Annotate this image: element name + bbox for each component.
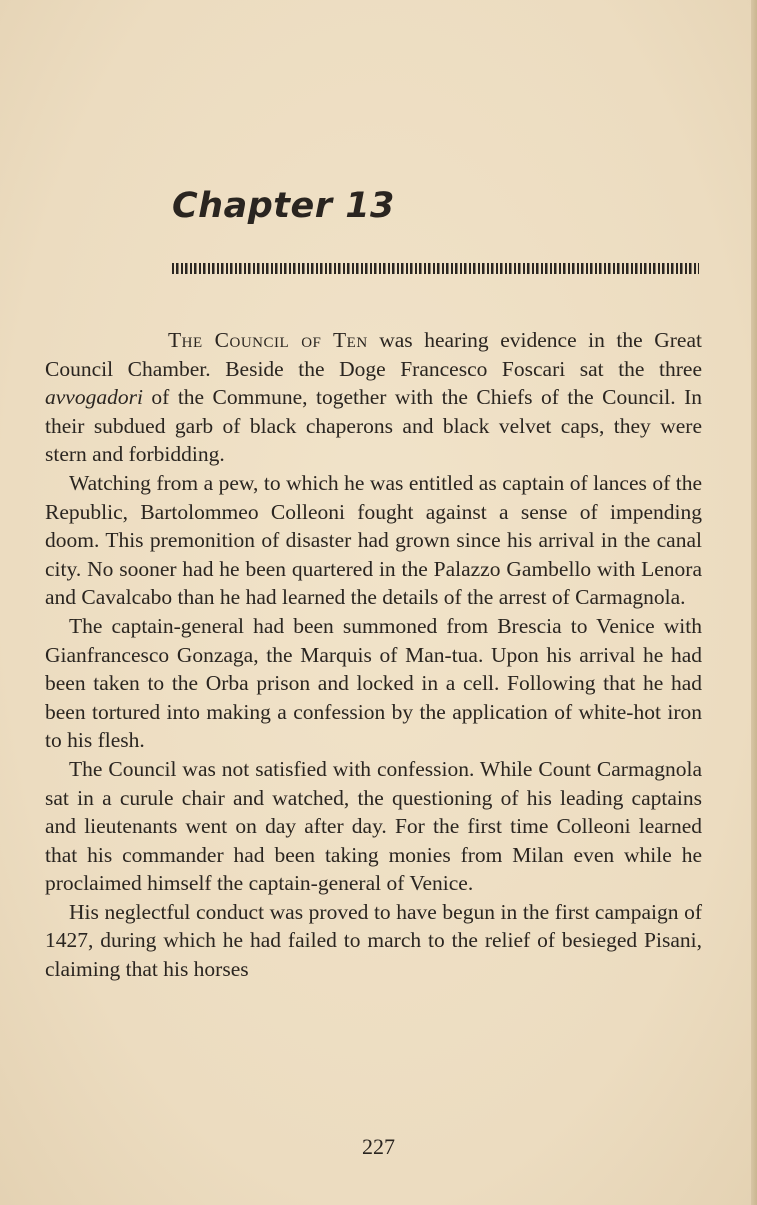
paragraph-1-emphasis: avvogadori <box>45 385 143 410</box>
page-edge <box>751 0 757 1205</box>
body-text <box>45 326 702 984</box>
decorative-rule <box>172 263 699 274</box>
paragraph-3: The captain-general had been summoned from Brescia to Venice with Gianfrancesco Gonzaga, the Marquis of Man-tua. Upon his arrival he had been taken to the Orba prison and locked in a cell. Following that he had been tortured into making a confession by the application of white-hot iron to his flesh. <box>45 613 702 753</box>
paragraph-1-text-after: of the Commune, together with the Chiefs of the Council. In their subdued garb of black chaperons and black velvet caps, they were stern and forbidding. <box>45 385 702 467</box>
paragraph-5: His neglectful conduct was proved to have begun in the first campaign of 1427, during which he had failed to march to the relief of besieged Pisani, claiming that his horses <box>45 899 702 982</box>
paragraph-1 <box>45 326 702 469</box>
chapter-title: Chapter 13 <box>172 186 395 226</box>
paragraph-1-text: was hearing evidence in the Great Council Chamber. Beside the Doge Francesco Foscari sat the three <box>45 328 702 381</box>
paragraph-4: The Council was not satisfied with confession. While Count Carmagnola sat in a curule chair and watched, the questioning of his leading captains and lieutenants went on day after day. For the first time Colleoni learned that his commander had been taking monies from Milan even while he proclaimed himself the captain-general of Venice. <box>45 756 702 896</box>
paragraph-1-lead: The Council of Ten <box>168 328 368 352</box>
paragraph-2: Watching from a pew, to which he was entitled as captain of lances of the Republic, Bartolommeo Colleoni fought against a sense of impending doom. This premonition of disaster had grown since his arrival in the canal city. No sooner had he been quartered in the Palazzo Gambello with Lenora and Cavalcabo than he had learned the details of the arrest of Carmagnola. <box>45 470 702 610</box>
page-number: 227 <box>362 1134 395 1159</box>
